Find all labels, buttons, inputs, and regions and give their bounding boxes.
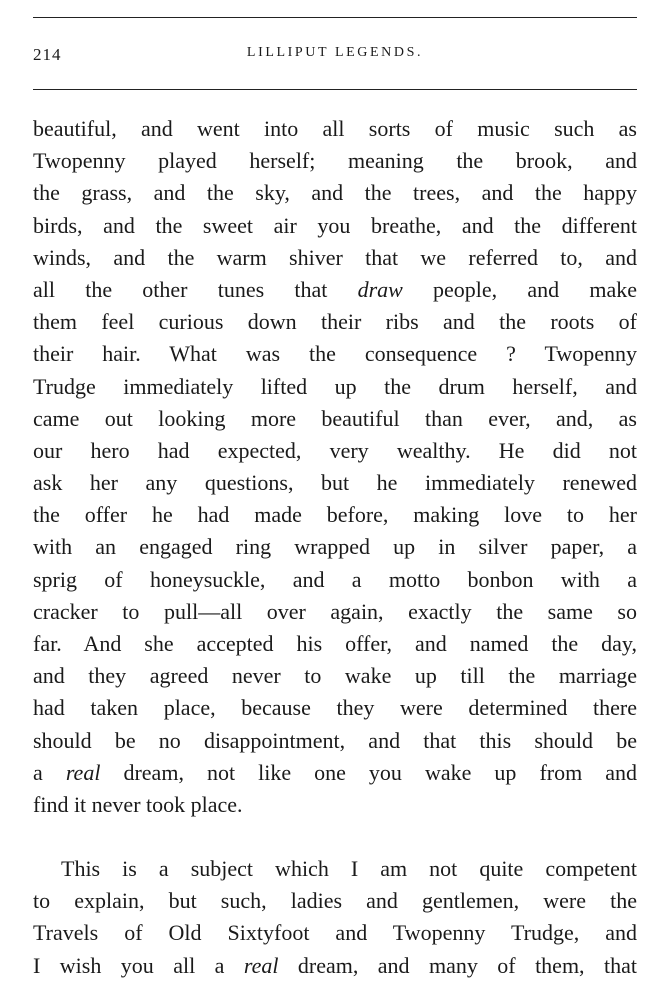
text-line: birds, and the sweet air you breathe, and the different: [33, 212, 637, 238]
text-line: far. And she accepted his offer, and named the day,: [33, 631, 637, 656]
header-bottom-rule: [33, 89, 637, 90]
text-run: people, and make: [402, 276, 637, 302]
text-line: Trudge immediately lifted up the drum herself, and: [33, 373, 637, 399]
page-header: [33, 45, 637, 69]
text-line: winds, and the warm shiver that we referred to, and: [33, 244, 637, 270]
text-line: the offer he had made before, making love to her: [33, 502, 637, 528]
text-line: find it never took place.: [33, 791, 243, 817]
text-line: This is a subject which I am not quite competent: [61, 856, 637, 881]
paragraph-2: [33, 853, 637, 982]
page-number: 214: [33, 45, 62, 64]
header-top-rule: [33, 17, 637, 18]
text-line: their hair. What was the consequence ? Twopenny: [33, 341, 637, 367]
text-line: beautiful, and went into all sorts of music such as: [33, 116, 637, 141]
text-line: our hero had expected, very wealthy. He did not: [33, 437, 637, 463]
text-line: [33, 274, 637, 306]
text-line: [33, 950, 637, 982]
italic-word: real: [65, 759, 101, 785]
text-line: sprig of honeysuckle, and a motto bonbon with a: [33, 566, 637, 592]
text-line: Travels of Old Sixtyfoot and Twopenny Trudge, and: [33, 920, 637, 946]
running-head: LILLIPUT LEGENDS.: [246, 45, 424, 60]
text-line: them feel curious down their ribs and the roots of: [33, 309, 637, 335]
text-line: ask her any questions, but he immediately renewed: [33, 470, 637, 496]
text-run: I wish you all a: [33, 952, 244, 978]
text-line: had taken place, because they were determined there: [33, 695, 637, 721]
text-run: a: [33, 759, 66, 785]
text-line: with an engaged ring wrapped up in silver paper, a: [33, 534, 637, 560]
text-run: all the other tunes that: [33, 276, 358, 302]
text-line: [33, 757, 637, 789]
text-run: dream, not like one you wake up from and: [100, 759, 638, 785]
italic-word: draw: [357, 276, 403, 302]
text-line: the grass, and the sky, and the trees, and the happy: [33, 180, 637, 206]
text-line: and they agreed never to wake up till the marriage: [33, 663, 637, 689]
paragraph-1: [33, 113, 637, 821]
text-run: dream, and many of them, that: [278, 952, 637, 978]
text-line: Twopenny played herself; meaning the brook, and: [33, 148, 637, 174]
text-line: came out looking more beautiful than ever, and, as: [33, 405, 637, 431]
italic-word: real: [243, 952, 279, 978]
text-line: cracker to pull—all over again, exactly the same so: [33, 598, 637, 624]
text-line: to explain, but such, ladies and gentlemen, were the: [33, 888, 637, 914]
text-line: should be no disappointment, and that this should be: [33, 727, 637, 753]
